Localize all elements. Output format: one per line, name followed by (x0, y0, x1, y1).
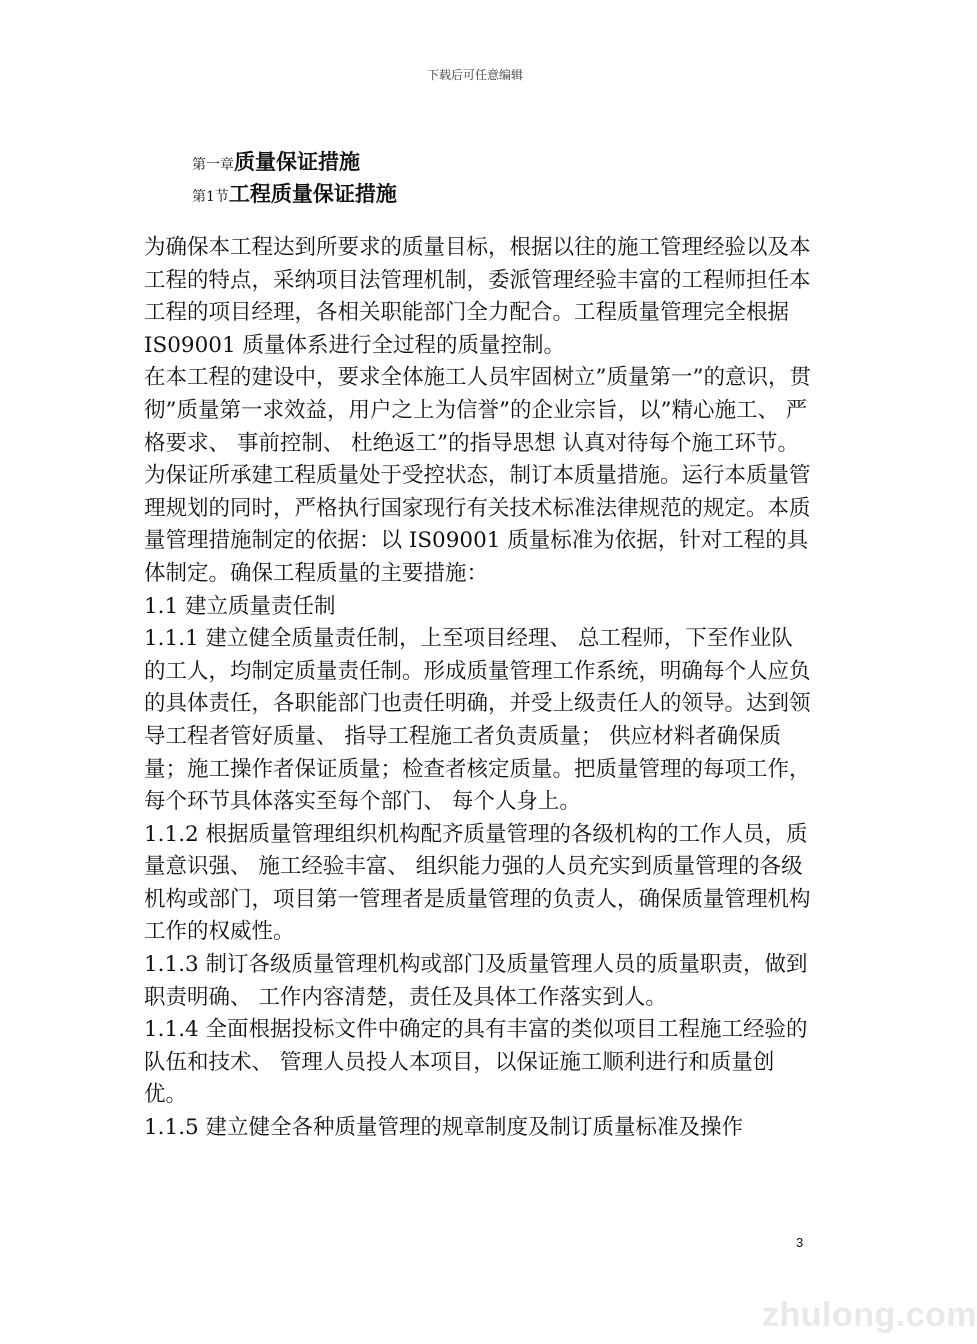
header-note: 下载后可任意编辑 (426, 68, 523, 82)
section-title: 工程质量保证措施 (228, 181, 397, 206)
paragraph-philosophy: 在本工程的建设中，要求全体施工人员牢固树立”质量第一”的意识，贯彻”质量第一求效益，用户之上为信誉”的企业宗旨，以”精心施工、 严格要求、 事前控制、 杜绝返工”的指导思想 认真对待每个施工环节。 (144, 365, 811, 456)
paragraph-1-1-4: 1.1.4 全面根据投标文件中确定的具有丰富的类似项目工程施工经验的队伍和技术、 管理人员投人本项目，以保证施工顺利进行和质量创优。 (144, 1017, 808, 1108)
paragraph-intro: 为确保本工程达到所要求的质量目标，根据以往的施工管理经验以及本工程的特点，采纳项目法管理机制，委派管理经验丰富的工程师担任本工程的项目经理，各相关职能部门全力配合。工程质量管理完全根据 IS09001 质量体系进行全过程的质量控制。 (144, 235, 811, 358)
chapter-title: 质量保证措施 (234, 149, 360, 174)
section-prefix: 第1节 (192, 189, 229, 205)
chapter-prefix: 第一章 (192, 157, 234, 173)
paragraph-1-1-2: 1.1.2 根据质量管理组织机构配齐质量管理的各级机构的工作人员，质量意识强、 施工经验丰富、 组织能力强的人员充实到质量管理的各级机构或部门，项目第一管理者是质量管理的负责人，确保质量管理机构工作的权威性。 (144, 821, 811, 945)
document-body (144, 232, 814, 1145)
subsection-heading-1-1: 1.1 建立质量责任制 (144, 593, 336, 619)
chapter-heading (192, 146, 360, 176)
section-heading (192, 178, 397, 208)
paragraph-1-1-3: 1.1.3 制订各级质量管理机构或部门及质量管理人员的质量职责，做到职责明确、 工作内容清楚，责任及具体工作落实到人。 (144, 952, 808, 1010)
watermark: zhulong.com (762, 1296, 977, 1334)
paragraph-1-1-5: 1.1.5 建立健全各种质量管理的规章制度及制订质量标准及操作 (144, 1115, 744, 1141)
page-number: 3 (796, 1235, 804, 1250)
paragraph-1-1-1: 1.1.1 建立健全质量责任制，上至项目经理、 总工程师，下至作业队的工人，均制定质量责任制。形成质量管理工作系统，明确每个人应负的具体责任，各职能部门也责任明确，并受上级责任人的领导。达到领导工程者管好质量、 指导工程施工者负责质量； 供应材料者确保质量；施工操作者保证质量；检查者核定质量。把质量管理的每项工作，每个环节具体落实至每个部门、 每个人身上。 (144, 626, 811, 815)
paragraph-basis: 为保证所承建工程质量处于受控状态，制订本质量措施。运行本质量管理规划的同时，严格执行国家现行有关技术标准法律规范的规定。本质量管理措施制定的依据：以 IS09001 质量标准为依据，针对工程的具体制定。确保工程质量的主要措施： (144, 463, 811, 586)
